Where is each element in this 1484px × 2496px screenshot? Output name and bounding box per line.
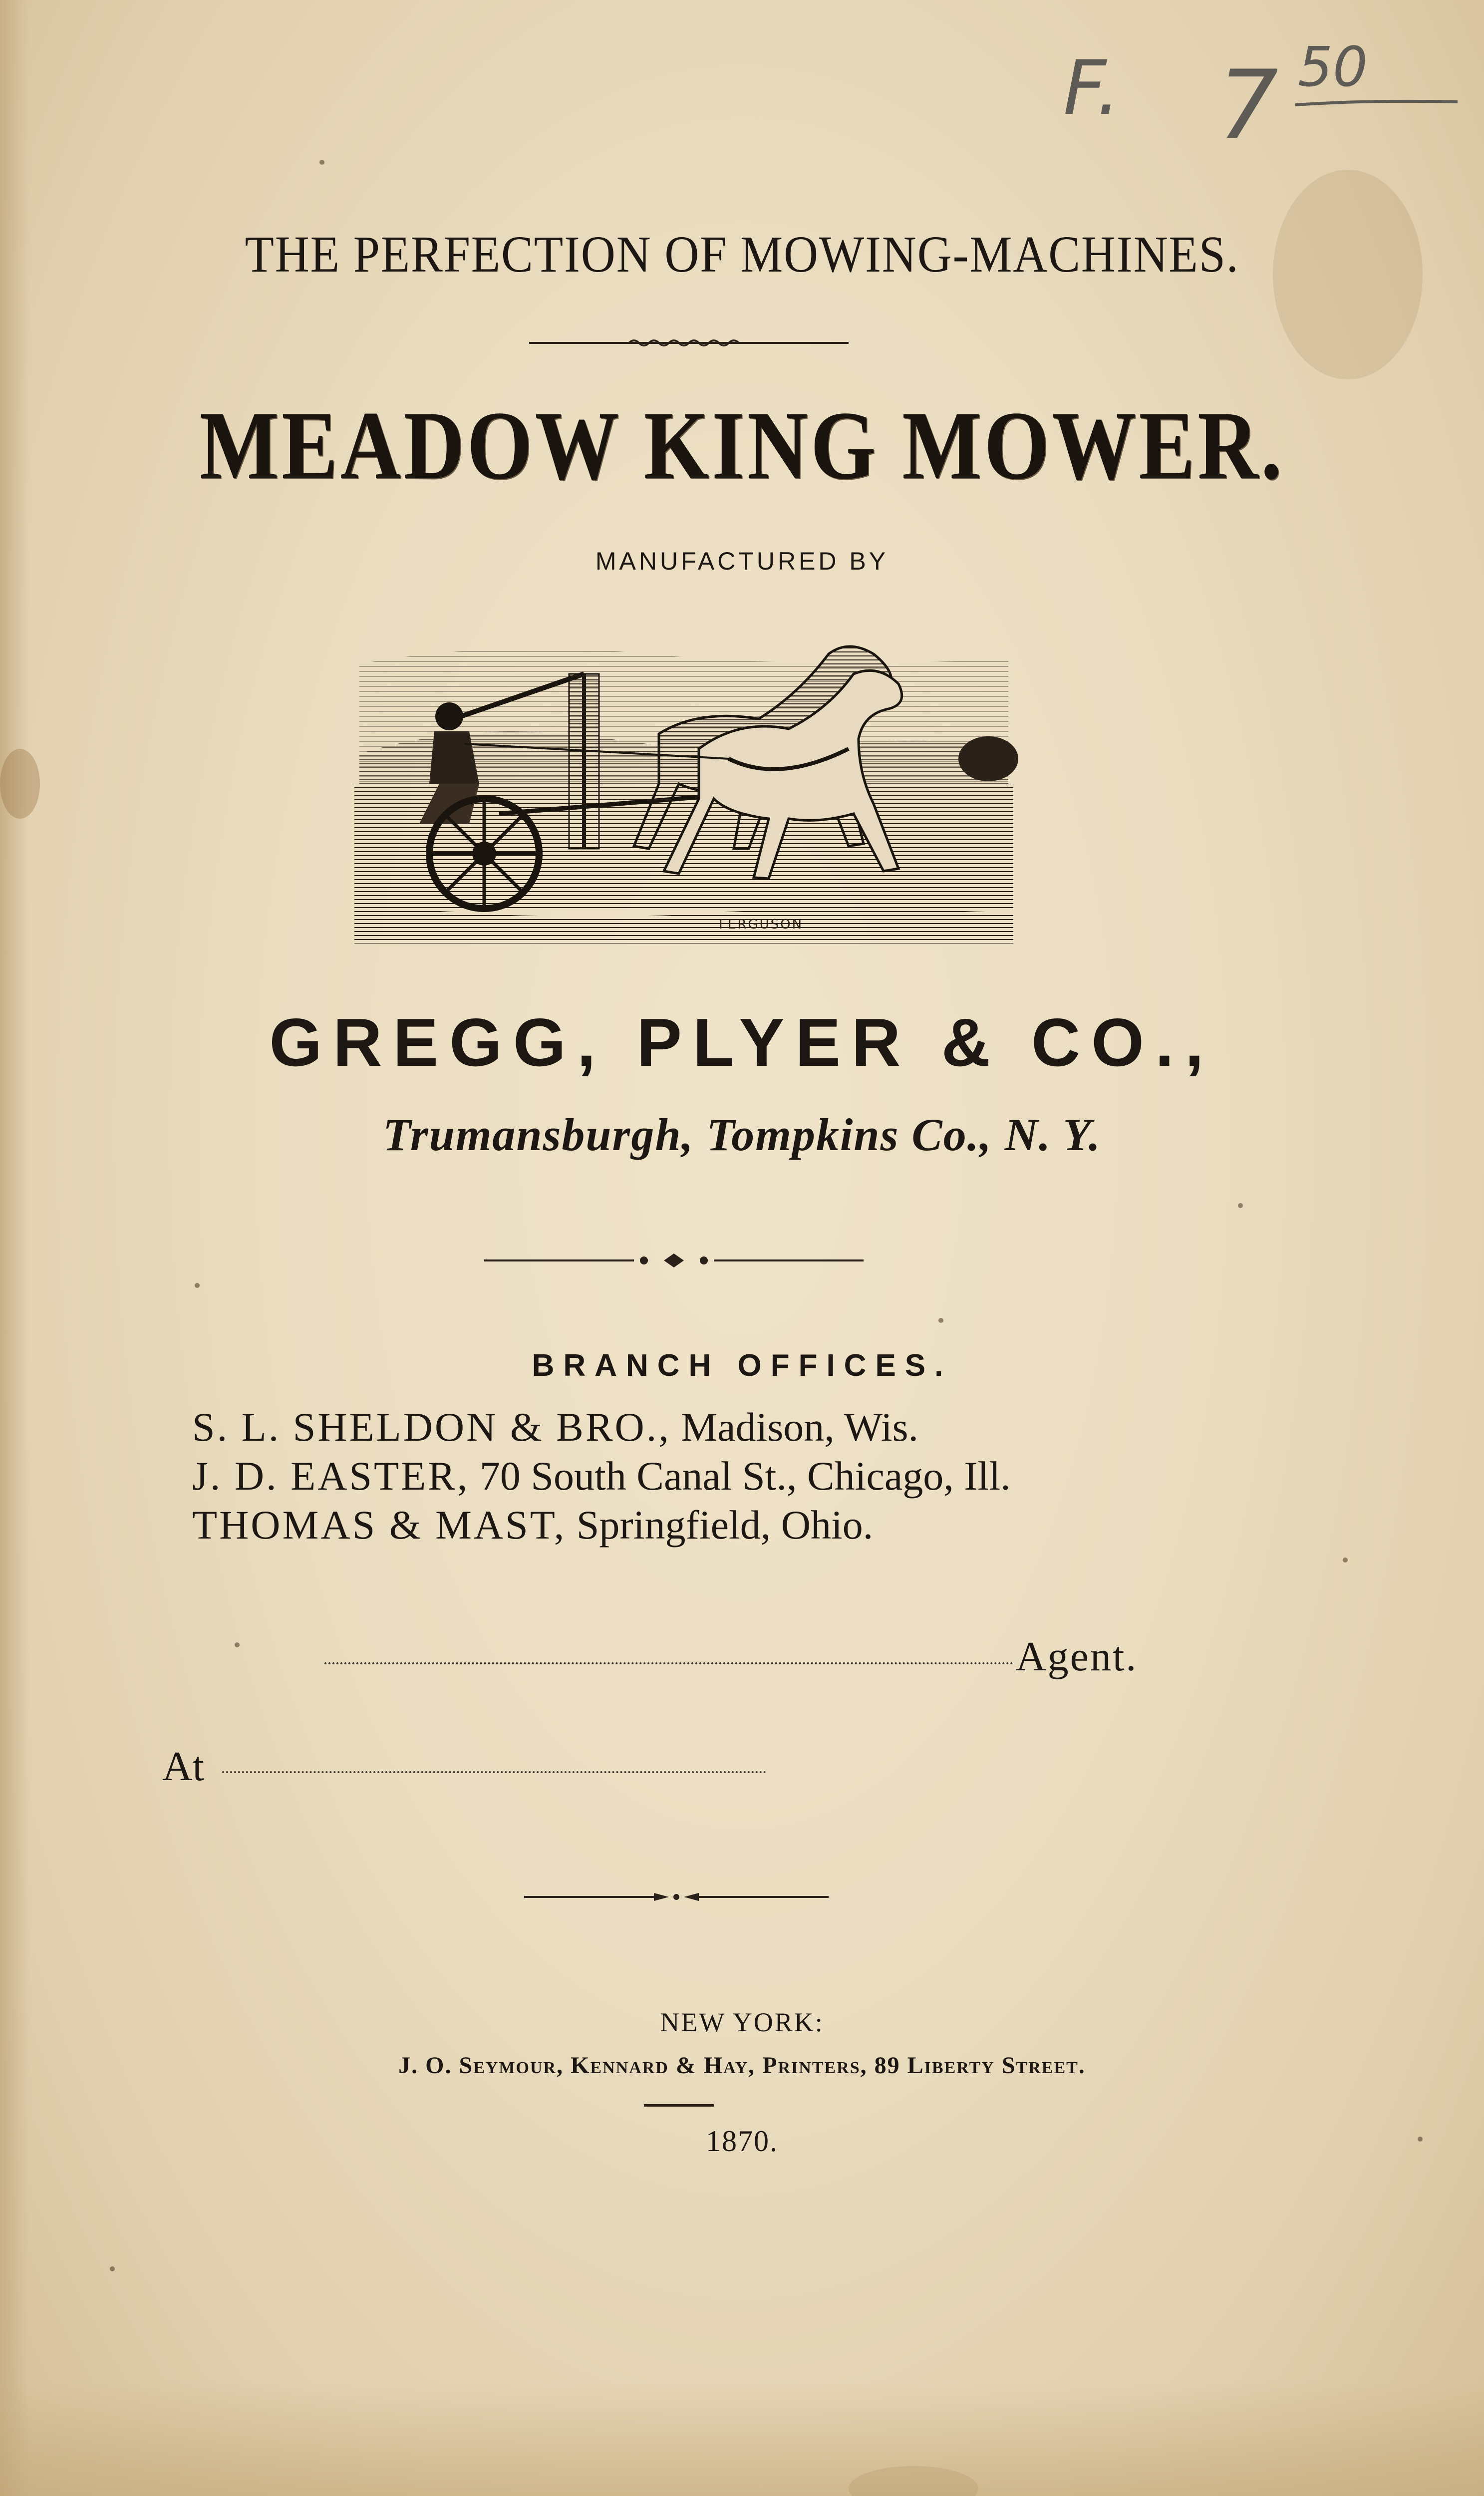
page-bottom-shading	[0, 2382, 1484, 2496]
branch-offices-list	[192, 1403, 1011, 1550]
handwritten-note-superscript: 50	[1298, 35, 1368, 99]
branch-name: S. L. SHELDON & BRO.,	[192, 1404, 671, 1450]
mower-engraving-image	[349, 634, 1018, 948]
list-item	[192, 1403, 1011, 1452]
paper-speck	[235, 1642, 240, 1647]
handwritten-price-note	[1053, 35, 1433, 160]
page-title: MEADOW KING MOWER.	[199, 391, 1285, 500]
paper-speck	[1238, 1203, 1243, 1208]
paper-speck	[110, 2266, 115, 2271]
list-item	[192, 1501, 1011, 1550]
arrow-rule-ornament	[524, 1887, 829, 1907]
publisher-printers: J. O. Seymour, Kennard & Hay, Printers, 89 Liberty Street.	[398, 2052, 1086, 2079]
company-name: GREGG, PLYER & CO.,	[269, 1004, 1215, 1080]
paper-speck	[319, 160, 324, 165]
handwritten-note-left: F.	[1063, 45, 1121, 132]
branch-name: J. D. EASTER,	[192, 1453, 470, 1499]
tagline: THE PERFECTION OF MOWING-MACHINES.	[245, 226, 1239, 283]
engraver-signature: FERGUSON	[719, 917, 804, 932]
agent-label: Agent.	[1016, 1633, 1138, 1680]
handwritten-note-right: 7	[1218, 50, 1278, 160]
page-edge-shading	[0, 0, 30, 2496]
paper-stain	[0, 749, 40, 819]
branch-address: Springfield, Ohio.	[576, 1502, 874, 1548]
handwritten-underline	[1293, 95, 1463, 110]
agent-fill-line	[324, 1662, 1013, 1664]
publication-year: 1870.	[706, 2125, 778, 2158]
diamond-rule-ornament	[484, 1250, 864, 1270]
wavy-rule-ornament	[529, 337, 849, 352]
short-rule	[644, 2104, 714, 2107]
paper-speck	[195, 1283, 200, 1288]
publisher-city: NEW YORK:	[660, 2007, 824, 2037]
branch-address: 70 South Canal St., Chicago, Ill.	[479, 1453, 1011, 1499]
at-fill-line	[222, 1771, 766, 1773]
list-item	[192, 1452, 1011, 1501]
paper-speck	[938, 1318, 943, 1323]
manufactured-by-label: MANUFACTURED BY	[595, 547, 889, 575]
branch-name: THOMAS & MAST,	[192, 1502, 567, 1548]
at-label: At	[162, 1743, 204, 1790]
company-location: Trumansburgh, Tompkins Co., N. Y.	[383, 1109, 1101, 1160]
paper-speck	[1343, 1558, 1348, 1562]
branch-address: Madison, Wis.	[681, 1404, 919, 1450]
branch-offices-heading: BRANCH OFFICES.	[532, 1348, 952, 1383]
